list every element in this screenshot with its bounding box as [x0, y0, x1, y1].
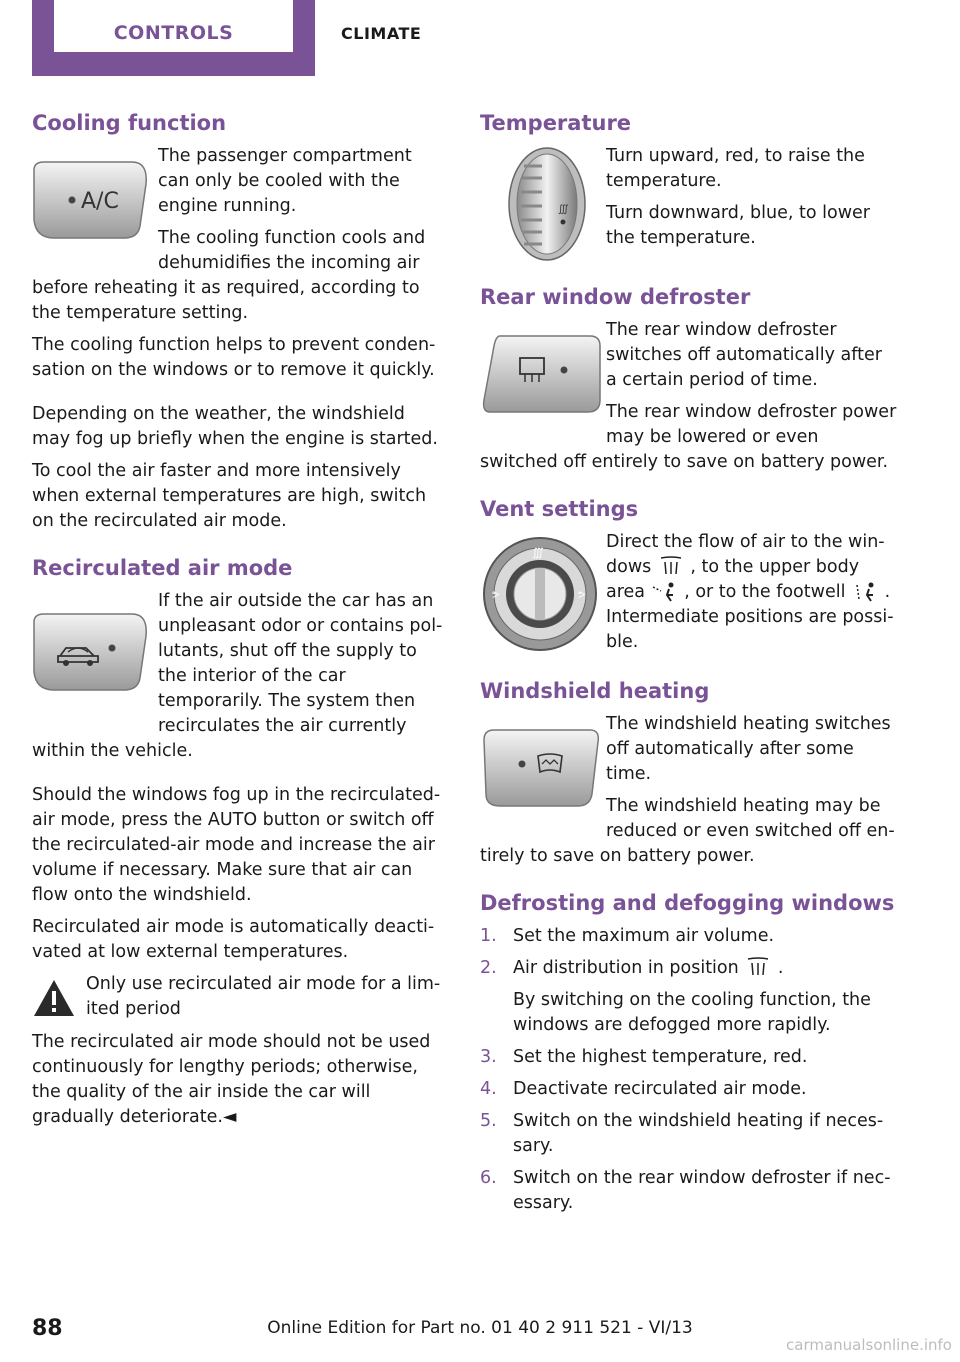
tab-controls-label: CONTROLS [54, 0, 293, 52]
recirc-button-image [32, 589, 158, 714]
temperature-wheel-icon [502, 146, 592, 262]
ac-button-icon [32, 160, 154, 240]
temperature-dial-image [480, 144, 606, 264]
right-column [480, 108, 898, 1223]
cooling-p4: Depending on the weather, the windshield may fog up briefly when the engine is started. [32, 404, 438, 449]
recirc-button-icon [32, 612, 154, 692]
step-text: Set the highest temperature, red. [513, 1047, 808, 1067]
cooling-p2: The cooling function cools and dehumidifies the incoming air before reheating it as required, according to the temperature setting. [32, 228, 426, 323]
step-text: Switch on the rear window defroster if nec-essary. [513, 1168, 891, 1213]
tab-controls [32, 0, 315, 76]
vents-text-4: . Intermediate positions are possi-ble. [606, 582, 894, 652]
rear-defroster-heading: Rear window defroster [480, 285, 751, 309]
page-number: 88 [32, 1316, 63, 1341]
list-item [480, 1166, 898, 1216]
step-text: Deactivate recirculated air mode. [513, 1079, 807, 1099]
step-number: 1. [480, 926, 497, 946]
windshield-button-image [480, 712, 606, 824]
edition-footer: Online Edition for Part no. 01 40 2 911 521 - VI/13 [267, 1318, 693, 1338]
step-text-block [513, 956, 898, 1038]
ac-label-text: A/C [81, 189, 119, 214]
recirc-p3: Recirculated air mode is automatically deacti-vated at low external temperatures. [32, 917, 435, 962]
ac-button-image [32, 144, 158, 256]
rear-defroster-button-image [480, 318, 606, 430]
cooling-p3: The cooling function helps to prevent conden-sation on the windows or to remove it quickly. [32, 335, 436, 380]
step-text: Set the maximum air volume. [513, 926, 775, 946]
tab-climate-label: CLIMATE [341, 24, 422, 43]
step-number: 3. [480, 1047, 497, 1067]
vents-text-1: Direct the flow of air to the win-dows [606, 532, 885, 577]
vent-dial-icon [480, 534, 600, 654]
left-column [32, 108, 448, 1137]
cooling-heading: Cooling function [32, 111, 227, 135]
svg-text:∭: ∭ [532, 546, 544, 559]
rear-defroster-p2: The rear window defroster power may be lowered or even switched off entirely to save on battery power. [480, 402, 897, 472]
temperature-p1: Turn upward, red, to raise the temperature. [606, 146, 865, 191]
end-mark-icon: ◄ [222, 1107, 237, 1127]
svg-text:∭: ∭ [558, 204, 569, 215]
list-item [480, 1045, 898, 1070]
windshield-heading: Windshield heating [480, 679, 710, 703]
upper-body-airflow-icon [651, 581, 679, 603]
recirc-p4-text: The recirculated air mode should not be used continuously for lengthy periods; otherwise, the quality of the air inside the car will gradually deteriorate. [32, 1032, 431, 1127]
footwell-airflow-icon [851, 581, 879, 603]
defog-steps-list [480, 924, 898, 1216]
recirc-heading: Recirculated air mode [32, 556, 293, 580]
vent-dial-image [480, 530, 606, 658]
step-subtext: By switching on the cooling function, the windows are defogged more rapidly. [513, 990, 871, 1035]
defog-heading: Defrosting and defogging windows [480, 891, 895, 915]
watermark: carmanualsonline.info [786, 1336, 952, 1354]
temperature-heading: Temperature [480, 111, 632, 135]
step-number: 6. [480, 1168, 497, 1188]
windshield-airflow-icon [657, 556, 685, 578]
step-text: Air distribution in position [513, 958, 739, 978]
warning-triangle-icon [32, 978, 76, 1018]
step-number: 2. [480, 958, 497, 978]
recirc-p4 [32, 1030, 448, 1130]
cooling-p1: The passenger compartment can only be cooled with the engine running. [158, 146, 412, 216]
windshield-airflow-icon [744, 957, 772, 979]
list-item [480, 1109, 898, 1159]
step-text: Switch on the windshield heating if neces-sary. [513, 1111, 884, 1156]
rear-defroster-p1: The rear window defroster switches off automatically after a certain period of time. [606, 320, 882, 390]
warning-block [32, 972, 448, 1030]
step-number: 4. [480, 1079, 497, 1099]
list-item [480, 956, 898, 1038]
temperature-p2: Turn downward, blue, to lower the temperature. [606, 203, 870, 248]
vents-text-3: , or to the footwell [684, 582, 846, 602]
vents-heading: Vent settings [480, 497, 639, 521]
svg-text:ᕗ: ᕗ [492, 590, 500, 601]
recirc-p2: Should the windows fog up in the recirculated-air mode, press the AUTO button or switch off the recirculated-air mode and increase the air volume if necessary. Make sure that air can flow onto the windshield. [32, 785, 441, 905]
step-text-after: . [777, 958, 784, 978]
recirc-p1: If the air outside the car has an unpleasant odor or contains pol-lutants, shut off the supply to the interior of the car temporarily. The system then recirculates the air currently within the vehicle. [32, 591, 443, 761]
list-item [480, 924, 898, 949]
vents-text-2: , to the upper body area [606, 557, 860, 602]
windshield-heating-button-icon [480, 728, 602, 808]
warning-text: Only use recirculated air mode for a lim-ited period [86, 974, 441, 1019]
cooling-p5: To cool the air faster and more intensively when external temperatures are high, switch on the recirculated air mode. [32, 461, 427, 531]
rear-defroster-button-icon [480, 334, 602, 414]
step-number: 5. [480, 1111, 497, 1131]
list-item [480, 1077, 898, 1102]
windshield-p2: The windshield heating may be reduced or even switched off en-tirely to save on battery power. [480, 796, 895, 866]
svg-text:ᕗ: ᕗ [578, 590, 586, 601]
windshield-p1: The windshield heating switches off automatically after some time. [606, 714, 891, 784]
